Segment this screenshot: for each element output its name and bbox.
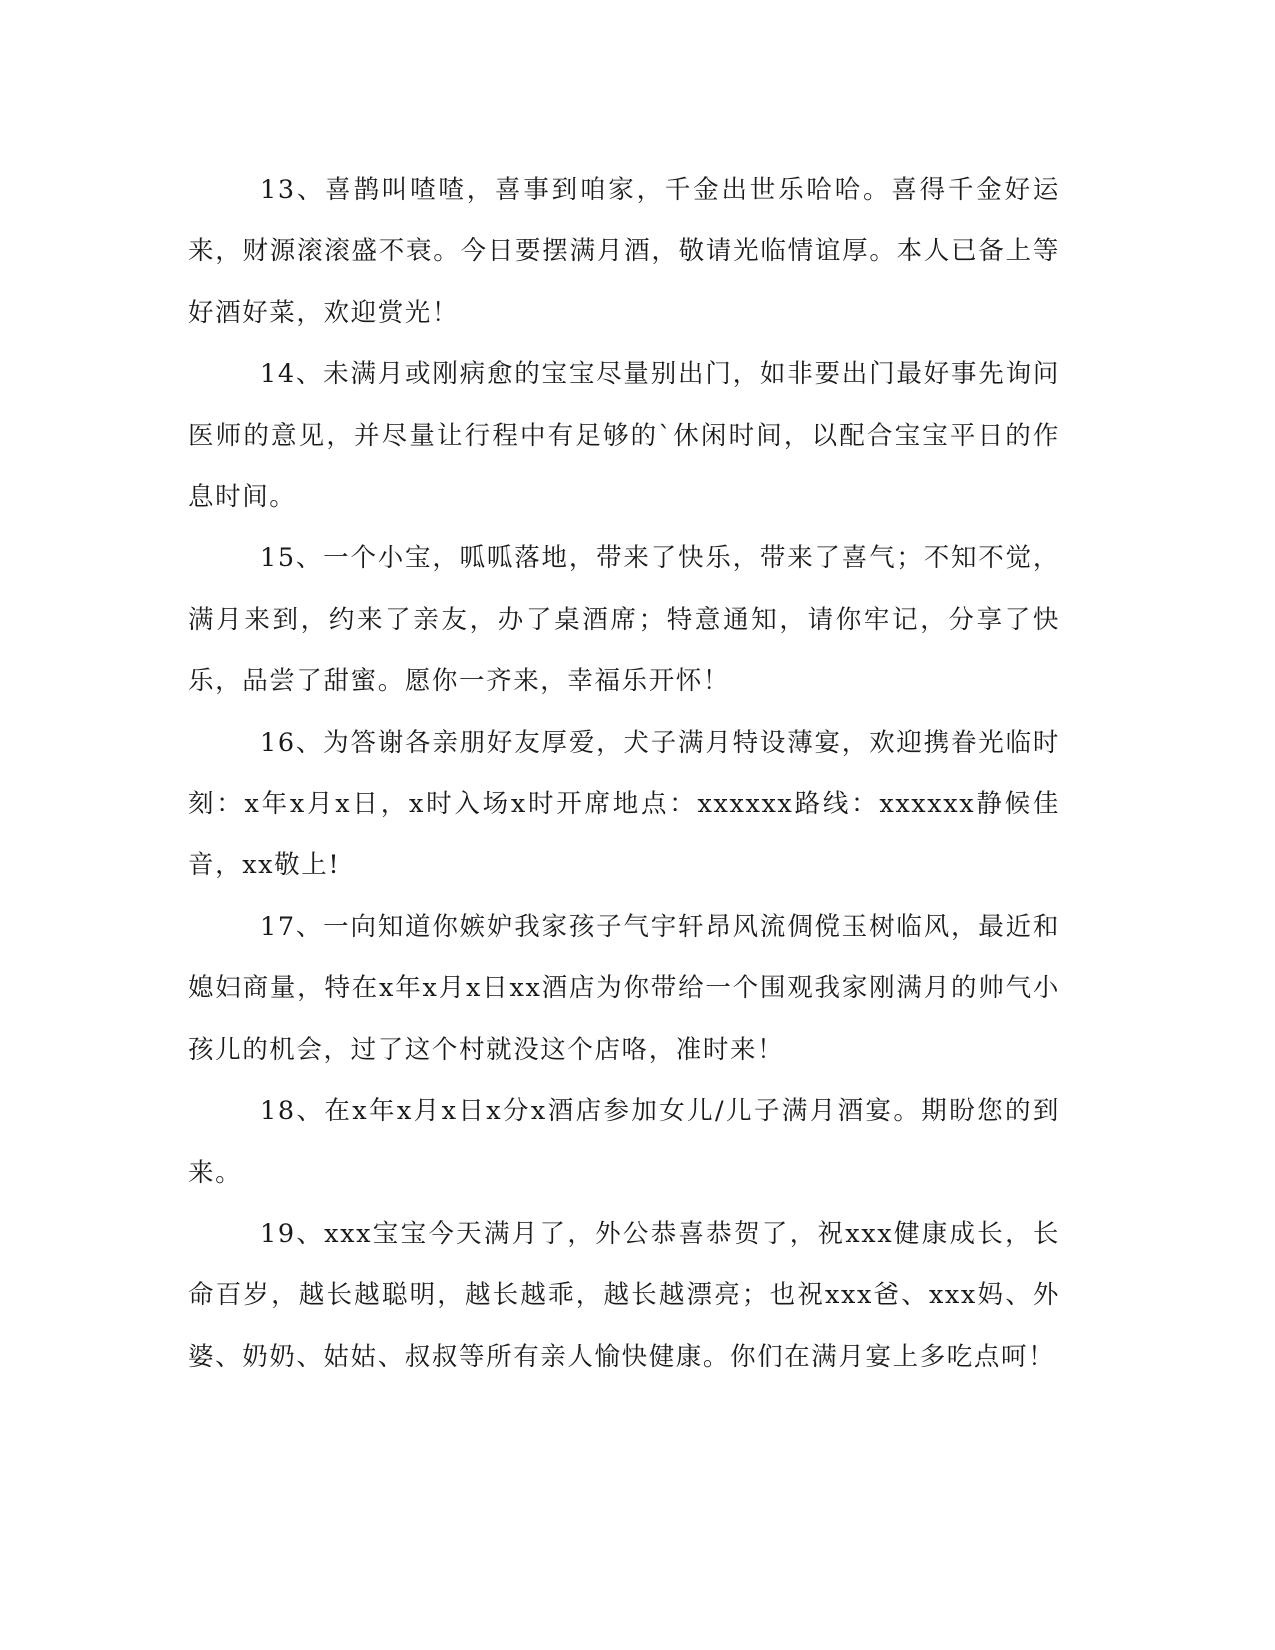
paragraph-19: 19、xxx宝宝今天满月了，外公恭喜恭贺了，祝xxx健康成长，长命百岁，越长越聪明，越长越乖，越长越漂亮；也祝xxx爸、xxx妈、外婆、奶奶、姑姑、叔叔等所有亲人愉快健康。你们在满月宴上多吃点呵！: [188, 1218, 1060, 1372]
paragraph-13: 13、喜鹊叫喳喳，喜事到咱家，千金出世乐哈哈。喜得千金好运来，财源滚滚盛不衰。今日要摆满月酒，敬请光临情谊厚。本人已备上等好酒好菜，欢迎赏光！: [188, 175, 1060, 328]
paragraph-15: 15、一个小宝，呱呱落地，带来了快乐，带来了喜气；不知不觉，满月来到，约来了亲友，办了桌酒席；特意通知，请你牢记，分享了快乐，品尝了甜蜜。愿你一齐来，幸福乐开怀！: [188, 543, 1060, 697]
paragraph-18: 18、在x年x月x日x分x酒店参加女儿/儿子满月酒宴。期盼您的到来。: [188, 1096, 1060, 1188]
paragraph-17: 17、一向知道你嫉妒我家孩子气宇轩昂风流倜傥玉树临风，最近和媳妇商量，特在x年x月x日xx酒店为你带给一个围观我家刚满月的帅气小孩儿的机会，过了这个村就没这个店咯，准时来！: [188, 911, 1060, 1065]
document-body: [188, 160, 1060, 1388]
paragraph-14: 14、未满月或刚病愈的宝宝尽量别出门，如非要出门最好事先询问医师的意见，并尽量让行程中有足够的`休闲时间，以配合宝宝平日的作息时间。: [188, 359, 1060, 513]
paragraph-16: 16、为答谢各亲朋好友厚爱，犬子满月特设薄宴，欢迎携眷光临时刻：x年x月x日，x时入场x时开席地点：xxxxxx路线：xxxxxx静候佳音，xx敬上!: [188, 727, 1060, 881]
